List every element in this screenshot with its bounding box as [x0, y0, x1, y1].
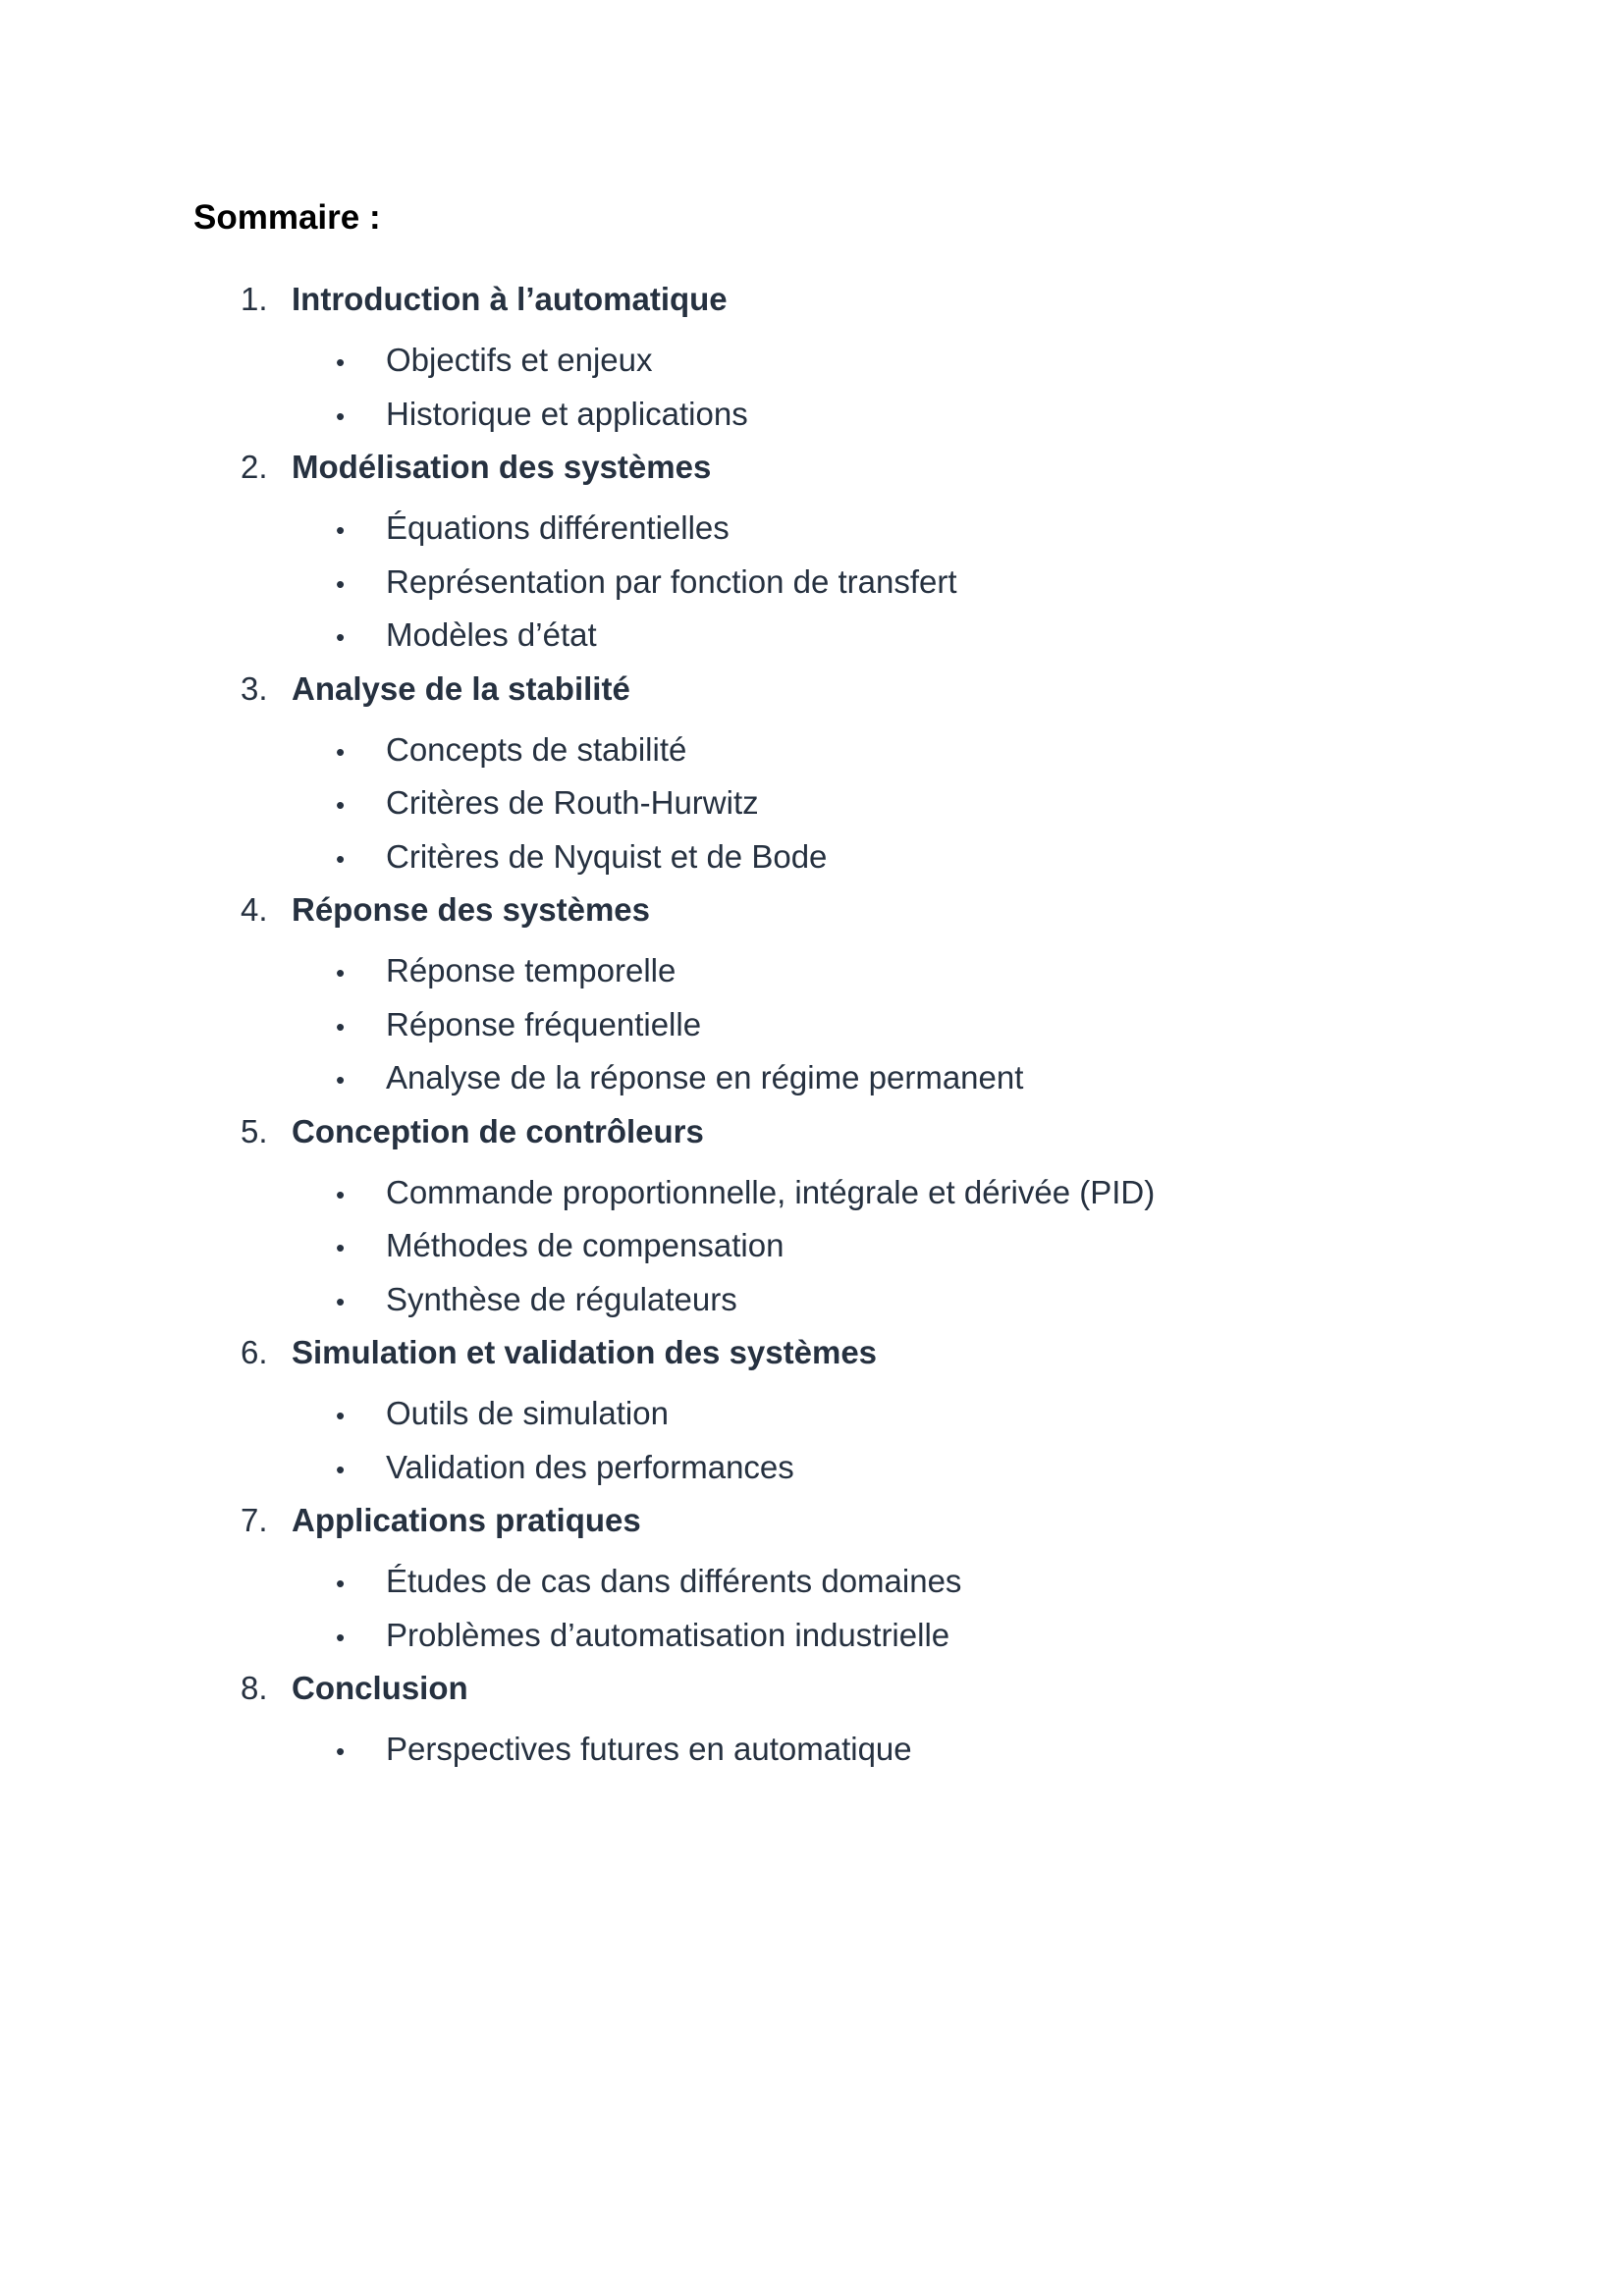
spacer: [241, 494, 1517, 502]
spacer: [241, 1715, 1517, 1723]
sub-topic-list: [241, 1387, 1517, 1494]
toc-section: [241, 883, 1517, 1105]
list-item: [336, 388, 1517, 442]
bullet-icon: •: [336, 1569, 346, 1598]
bullet-icon: •: [336, 1401, 346, 1430]
list-item: [336, 1555, 1517, 1609]
bullet-icon: •: [336, 347, 346, 377]
sub-topic-list: [241, 723, 1517, 884]
bullet-icon: •: [336, 400, 346, 431]
bullet-icon: •: [336, 736, 346, 767]
sub-topic-list: [241, 334, 1517, 441]
sub-topic-text: Critères de Routh-Hurwitz: [386, 784, 759, 821]
toc-section: [241, 1494, 1517, 1662]
sub-topic-text: Validation des performances: [386, 1448, 794, 1485]
list-item: [336, 502, 1517, 556]
list-item: [336, 723, 1517, 777]
section-number: 1.: [241, 281, 268, 317]
list-item: [336, 1387, 1517, 1441]
section-number: 8.: [241, 1670, 268, 1706]
sub-topic-text: Perspectives futures en automatique: [386, 1731, 912, 1767]
section-heading: [241, 663, 1517, 716]
sub-topic-list: [241, 1166, 1517, 1327]
list-item: [336, 1166, 1517, 1220]
sub-topic-text: Analyse de la réponse en régime permanent: [386, 1059, 1024, 1095]
section-title: Analyse de la stabilité: [292, 669, 630, 707]
section-title: Modélisation des systèmes: [292, 449, 712, 485]
toc-section: [241, 1105, 1517, 1327]
bullet-icon: •: [336, 1065, 346, 1095]
bullet-icon: •: [336, 958, 346, 988]
page-title: Sommaire :: [193, 198, 381, 237]
bullet-icon: •: [336, 1736, 346, 1766]
list-item: [336, 609, 1517, 663]
sub-topic-text: Méthodes de compensation: [386, 1227, 785, 1263]
toc-section: [241, 441, 1517, 663]
section-heading: [241, 1662, 1517, 1715]
spacer: [241, 1158, 1517, 1166]
sub-topic-text: Synthèse de régulateurs: [386, 1280, 737, 1317]
section-number: 5.: [241, 1112, 268, 1149]
bullet-icon: •: [336, 568, 346, 599]
section-number: 6.: [241, 1334, 268, 1370]
section-title: Conception de contrôleurs: [292, 1112, 704, 1149]
spacer: [241, 1379, 1517, 1387]
section-heading: [241, 441, 1517, 494]
sub-topic-text: Critères de Nyquist et de Bode: [386, 837, 828, 875]
list-item: [336, 944, 1517, 998]
list-item: [336, 998, 1517, 1052]
bullet-icon: •: [336, 1179, 346, 1209]
section-heading: [241, 1494, 1517, 1547]
bullet-icon: •: [336, 1011, 346, 1041]
section-number: 7.: [241, 1502, 268, 1538]
section-title: Introduction à l’automatique: [292, 281, 728, 317]
sub-topic-text: Études de cas dans différents domaines: [386, 1563, 962, 1599]
bullet-icon: •: [336, 790, 346, 820]
list-item: [336, 556, 1517, 610]
section-title: Conclusion: [292, 1670, 468, 1706]
list-item: [336, 1273, 1517, 1327]
sub-topic-list: [241, 1723, 1517, 1777]
bullet-icon: •: [336, 1286, 346, 1316]
section-heading: [241, 1326, 1517, 1379]
sub-topic-text: Réponse temporelle: [386, 952, 677, 988]
spacer: [241, 716, 1517, 723]
sub-topic-text: Objectifs et enjeux: [386, 342, 653, 378]
section-title: Applications pratiques: [292, 1502, 641, 1538]
sub-topic-text: Problèmes d’automatisation industrielle: [386, 1616, 950, 1653]
section-heading: [241, 273, 1517, 326]
section-number: 2.: [241, 449, 268, 485]
list-item: [336, 1441, 1517, 1495]
bullet-icon: •: [336, 1454, 346, 1484]
table-of-contents: [241, 273, 1517, 1777]
list-item: [336, 830, 1517, 884]
toc-section: [241, 273, 1517, 441]
toc-section: [241, 663, 1517, 884]
toc-section: [241, 1662, 1517, 1777]
list-item: [336, 1609, 1517, 1663]
toc-section: [241, 1326, 1517, 1494]
sub-topic-text: Réponse fréquentielle: [386, 1005, 702, 1042]
sub-topic-text: Historique et applications: [386, 395, 748, 432]
sub-topic-list: [241, 944, 1517, 1105]
sub-topic-text: Équations différentielles: [386, 509, 730, 546]
section-heading: [241, 883, 1517, 936]
sub-topic-text: Commande proportionnelle, intégrale et dérivée (PID): [386, 1173, 1156, 1210]
sub-topic-text: Outils de simulation: [386, 1395, 669, 1431]
sub-topic-text: Modèles d’état: [386, 616, 597, 653]
section-number: 4.: [241, 891, 268, 928]
sub-topic-text: Concepts de stabilité: [386, 730, 687, 768]
sub-topic-text: Représentation par fonction de transfert: [386, 562, 957, 600]
bullet-icon: •: [336, 1622, 346, 1652]
section-title: Simulation et validation des systèmes: [292, 1334, 878, 1370]
section-title: Réponse des systèmes: [292, 891, 651, 928]
list-item: [336, 334, 1517, 388]
list-item: [336, 1219, 1517, 1273]
list-item: [336, 1051, 1517, 1105]
section-number: 3.: [241, 669, 268, 707]
spacer: [241, 936, 1517, 944]
sub-topic-list: [241, 1555, 1517, 1662]
bullet-icon: •: [336, 1233, 346, 1262]
section-heading: [241, 1105, 1517, 1158]
bullet-icon: •: [336, 622, 346, 652]
spacer: [241, 326, 1517, 334]
list-item: [336, 776, 1517, 830]
spacer: [241, 1547, 1517, 1555]
list-item: [336, 1723, 1517, 1777]
bullet-icon: •: [336, 515, 346, 545]
bullet-icon: •: [336, 843, 346, 874]
sub-topic-list: [241, 502, 1517, 663]
